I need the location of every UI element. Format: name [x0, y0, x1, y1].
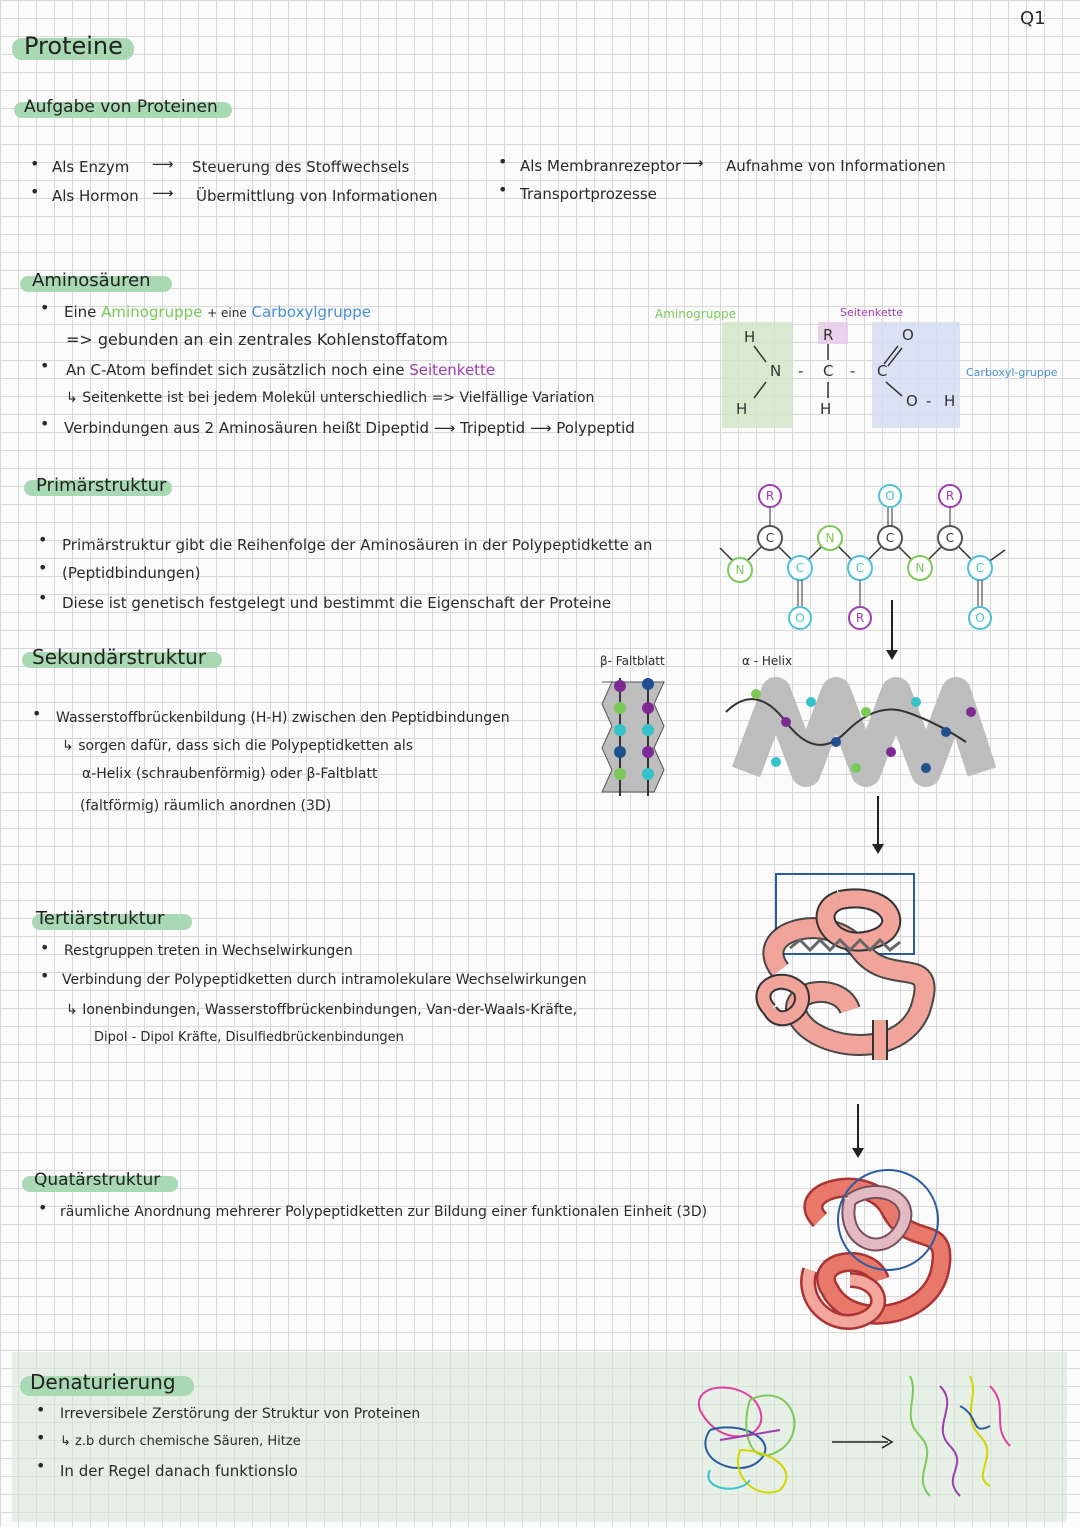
sekundaer-line-2: ↳ sorgen dafür, dass sich die Polypeptidketten als: [62, 738, 414, 754]
label-beta-faltblatt: β- Faltblatt: [600, 654, 665, 668]
bullet: •: [38, 530, 48, 549]
quartaer-heading: Quatärstruktur: [34, 1170, 161, 1190]
amino-heading: Aminosäuren: [32, 270, 151, 291]
sekundaer-line-4: (faltförmig) räumlich anordnen (3D): [80, 798, 332, 814]
chain-atom: N: [735, 563, 745, 577]
atom-h: H: [820, 400, 832, 418]
tertiaer-line-3: ↳ Ionenbindungen, Wasserstoffbrückenbindungen, Van-der-Waals-Kräfte,: [66, 1002, 578, 1018]
label-alpha-helix: α - Helix: [742, 654, 793, 668]
bullet: •: [40, 966, 50, 985]
alpha-helix-diagram: [716, 672, 996, 790]
chain-atom: O: [885, 489, 895, 503]
aufgabe-item-4-left: Transportprozesse: [520, 185, 657, 203]
bond: -: [798, 362, 804, 380]
denaturierung-line-3: In der Regel danach funktionslo: [60, 1462, 298, 1480]
arrow-icon: ⟶: [152, 184, 174, 202]
bullet: •: [32, 704, 42, 723]
beta-sheet-diagram: [594, 672, 670, 800]
chain-atom: C: [795, 561, 805, 575]
aufgabe-item-3-left: Als Membranrezeptor: [520, 157, 682, 175]
bullet: •: [38, 558, 48, 577]
chain-atom: N: [825, 531, 835, 545]
aufgabe-item-2-right: Übermittlung von Informationen: [196, 187, 438, 205]
aufgabe-item-3-right: Aufnahme von Informationen: [726, 157, 946, 175]
bullet: •: [36, 1428, 46, 1447]
right-arrow-icon: [830, 1432, 900, 1452]
down-arrow-icon: [866, 796, 890, 858]
primaer-heading: Primärstruktur: [36, 475, 167, 496]
page-title: Proteine: [24, 32, 123, 60]
atom-c: C: [823, 362, 834, 380]
aufgabe-item-2-left: Als Hormon: [52, 187, 139, 205]
denaturierung-line-2: ↳ z.b durch chemische Säuren, Hitze: [60, 1434, 301, 1449]
bullet: •: [38, 1198, 48, 1217]
down-arrow-icon: [846, 1104, 870, 1162]
bullet: •: [498, 152, 508, 171]
bond: -: [926, 392, 932, 410]
folded-protein-outline-diagram: [680, 1370, 820, 1500]
chain-atom: C: [945, 531, 955, 545]
amino-line-5: Verbindungen aus 2 Aminosäuren heißt Dipeptid ⟶ Tripeptid ⟶ Polypeptid: [64, 419, 635, 437]
aufgabe-heading: Aufgabe von Proteinen: [24, 97, 218, 117]
bond: -: [850, 362, 856, 380]
bullet: •: [40, 298, 50, 317]
aufgabe-item-1-right: Steuerung des Stoffwechsels: [192, 158, 410, 176]
arrow-icon: ⟶: [152, 155, 174, 173]
denatured-protein-diagram: [900, 1366, 1030, 1506]
bullet: •: [36, 1456, 46, 1475]
page-number: Q1: [1020, 8, 1046, 29]
label-carboxylgruppe: Carboxyl-gruppe: [966, 366, 1058, 379]
tertiaer-line-2: Verbindung der Polypeptidketten durch intramolekulare Wechselwirkungen: [62, 972, 587, 988]
bullet: •: [36, 1400, 46, 1419]
primaer-line-1: Primärstruktur gibt die Reihenfolge der Aminosäuren in der Polypeptidkette an: [62, 536, 653, 554]
atom-n: N: [770, 362, 782, 380]
tertiaer-line-1: Restgruppen treten in Wechselwirkungen: [64, 943, 353, 959]
bullet: •: [40, 414, 50, 433]
chain-atom: C: [855, 561, 865, 575]
chain-atom: C: [765, 531, 775, 545]
amino-box: [722, 322, 792, 428]
chain-atom: R: [945, 489, 955, 503]
chain-atom: R: [765, 489, 775, 503]
chain-atom: C: [885, 531, 895, 545]
amino-line-1: Eine Aminogruppe + eine Carboxylgruppe: [64, 303, 371, 321]
atom-o: O: [902, 326, 914, 344]
aufgabe-item-1-left: Als Enzym: [52, 158, 130, 176]
sekundaer-line-1: Wasserstoffbrückenbildung (H-H) zwischen den Peptidbindungen: [56, 710, 510, 726]
chain-atom: O: [795, 611, 805, 625]
quaternary-protein-diagram: [790, 1160, 960, 1340]
tertiaer-heading: Tertiärstruktur: [36, 908, 165, 929]
bullet: •: [40, 938, 50, 957]
denaturierung-line-1: Irreversibele Zerstörung der Struktur von Proteinen: [60, 1406, 421, 1422]
bullet: •: [30, 154, 40, 173]
sekundaer-heading: Sekundärstruktur: [32, 645, 206, 669]
amino-line-3: An C-Atom befindet sich zusätzlich noch eine Seitenkette: [66, 361, 496, 379]
chain-atom: R: [855, 611, 865, 625]
denaturierung-heading: Denaturierung: [30, 1370, 176, 1394]
chain-atom: C: [975, 561, 985, 575]
tertiaer-line-4: Dipol - Dipol Kräfte, Disulfiedbrückenbindungen: [94, 1030, 404, 1045]
quartaer-line-1: räumliche Anordnung mehrerer Polypeptidketten zur Bildung einer funktionalen Einheit (3D): [60, 1204, 708, 1220]
down-arrow-icon: [880, 600, 904, 662]
bullet: •: [38, 588, 48, 607]
amino-line-2: => gebunden an ein zentrales Kohlenstoffatom: [66, 330, 448, 349]
atom-h: H: [736, 400, 748, 418]
chain-atom: N: [915, 561, 925, 575]
polypeptide-chain-diagram: [715, 478, 1015, 636]
atom-h: H: [744, 328, 756, 346]
arrow-icon: ⟶: [682, 154, 704, 172]
chain-atom: O: [975, 611, 985, 625]
primaer-line-2: (Peptidbindungen): [62, 564, 201, 582]
label-seitenkette: Seitenkette: [840, 306, 903, 319]
bullet: •: [40, 356, 50, 375]
amino-acid-diagram: [640, 300, 1060, 440]
tertiary-protein-diagram: [740, 870, 940, 1070]
atom-r: R: [823, 326, 834, 344]
primaer-line-3: Diese ist genetisch festgelegt und bestimmt die Eigenschaft der Proteine: [62, 594, 612, 612]
amino-line-4: ↳ Seitenkette ist bei jedem Molekül unterschiedlich => Vielfällige Variation: [66, 390, 595, 406]
atom-h: H: [944, 392, 956, 410]
sekundaer-line-3: α-Helix (schraubenförmig) oder β-Faltblatt: [82, 766, 378, 782]
atom-o: O: [906, 392, 918, 410]
bullet: •: [498, 180, 508, 199]
bullet: •: [30, 182, 40, 201]
atom-c: C: [877, 362, 888, 380]
label-aminogruppe: Aminogruppe: [655, 307, 736, 321]
